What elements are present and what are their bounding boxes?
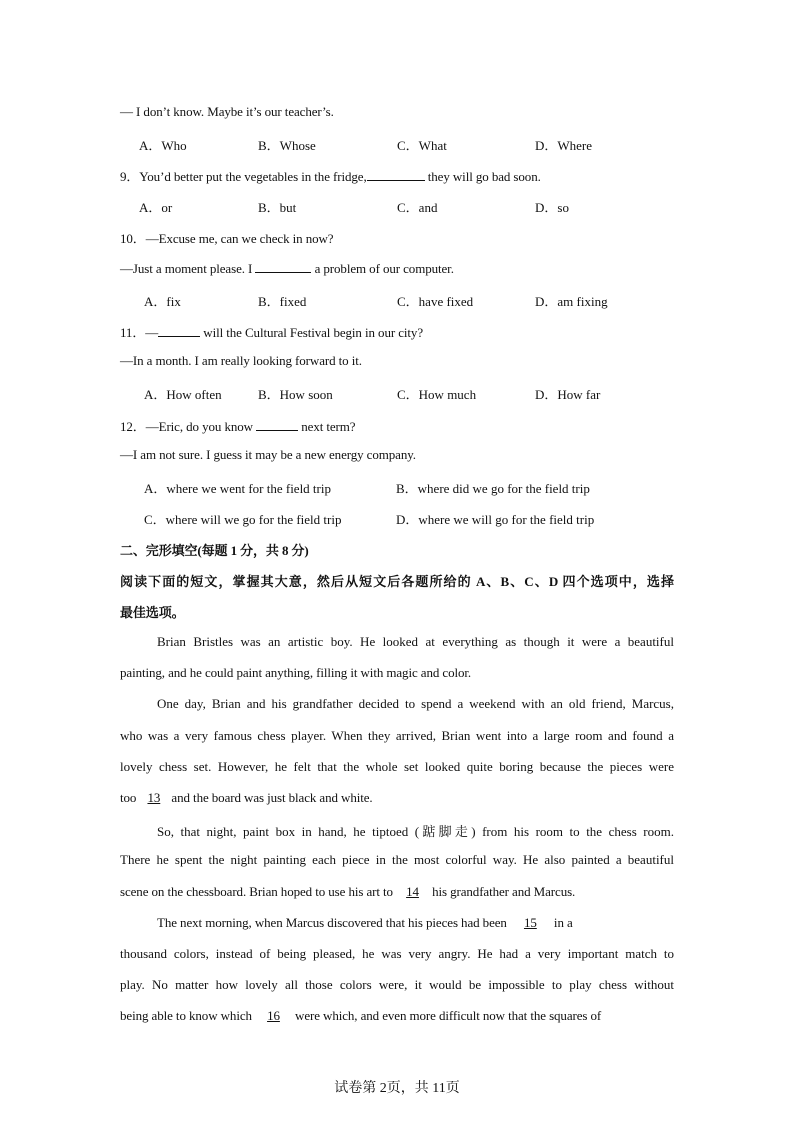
passage-p2-line-2: who was a very famous chess player. When they arrived, Brian went into a large room and found a	[120, 728, 674, 743]
page-footer: 试卷第 2页，共 11页	[334, 1081, 460, 1096]
passage-p4-line-4-part-a: being able to know which	[120, 1008, 256, 1023]
passage-p4-line-4-part-b: were which, and even more difficult now that the squares of	[291, 1008, 602, 1023]
section-instructions-line-2: 最佳选项。	[120, 605, 185, 620]
q11-stem	[120, 322, 423, 341]
q8-option-c: C．What	[397, 138, 447, 153]
q8-option-b: B．Whose	[258, 138, 316, 153]
q11-stem-part-a: 11．—	[120, 325, 159, 340]
q10-reply-part-a: —Just a moment please. I	[120, 261, 256, 276]
passage-p3-line-2: There he spent the night painting each piece in the most colorful way. He also painted a beautiful	[120, 852, 674, 867]
q9-option-d: D．so	[535, 200, 569, 215]
q11-option-d: D．How far	[535, 387, 601, 402]
blank-13: 13	[147, 790, 161, 805]
passage-p2-line-1: One day, Brian and his grandfather decided to spend a weekend with an old friend, Marcus,	[157, 696, 674, 711]
q9-option-b: B．but	[258, 200, 297, 215]
passage-p2-line-3: lovely chess set. However, he felt that the whole set looked quite boring because the pieces were	[120, 759, 674, 774]
passage-p1-line-2: painting, and he could paint anything, filling it with magic and color.	[120, 665, 472, 680]
q12-option-d: D．where we will go for the field trip	[396, 512, 595, 527]
passage-p4-line-1-part-a: The next morning, when Marcus discovered that his pieces had been	[157, 915, 510, 930]
passage-p4-line-3: play. No matter how lovely all those colors were, it would be impossible to play chess without	[120, 977, 674, 992]
blank-14: 14	[406, 884, 419, 899]
q11-reply: —In a month. I am really looking forward to it.	[120, 353, 362, 368]
q8-option-a: A．Who	[139, 138, 187, 153]
section-heading-cloze: 二、完形填空(每题 1 分，共 8 分)	[120, 543, 309, 558]
q12-stem-part-b: next term?	[298, 419, 356, 434]
passage-p1-line-1: Brian Bristles was an artistic boy. He looked at everything as though it were a beautiful	[157, 634, 674, 649]
passage-p4-line-4	[120, 1008, 601, 1024]
q8-option-d: D．Where	[535, 138, 593, 153]
blank-16: 16	[267, 1008, 280, 1023]
q9-option-c: C．and	[397, 200, 438, 215]
q11-option-c: C．How much	[397, 387, 477, 402]
q11-blank	[158, 324, 200, 337]
passage-p4-line-1-part-b: in a	[550, 915, 573, 930]
passage-p4-line-1	[157, 915, 573, 931]
q9-stem-part-a: 9．You’d better put the vegetables in the fridge,	[120, 169, 367, 184]
passage-p2-line-4	[120, 790, 373, 806]
q10-reply	[120, 260, 454, 277]
q9-blank	[367, 168, 425, 181]
q10-stem: 10．—Excuse me, can we check in now?	[120, 231, 334, 246]
q9-stem-part-b: they will go bad soon.	[424, 169, 541, 184]
passage-p2-line-4-part-b: and the board was just black and white.	[168, 790, 373, 805]
passage-p4-line-2: thousand colors, instead of being pleased, he was very angry. He had a very important match to	[120, 946, 674, 961]
q10-reply-part-b: a problem of our computer.	[311, 261, 454, 276]
q9-option-a: A．or	[139, 200, 173, 215]
q11-stem-part-b: will the Cultural Festival begin in our city?	[200, 325, 423, 340]
blank-15: 15	[523, 915, 537, 930]
passage-p3-line-3-part-a: scene on the chessboard. Brian hoped to use his art to	[120, 884, 397, 899]
q12-blank	[256, 418, 298, 431]
q10-blank	[255, 260, 311, 273]
q10-option-a: A．fix	[144, 294, 181, 309]
passage-p3-line-1: So, that night, paint box in hand, he tiptoed (踮脚走) from his room to the chess room.	[157, 824, 674, 839]
q9-stem	[120, 166, 541, 185]
passage-p2-line-4-part-a: too	[120, 790, 140, 805]
q12-option-a: A．where we went for the field trip	[144, 481, 331, 496]
q12-option-b: B．where did we go for the field trip	[396, 481, 590, 496]
q8-answer-line: — I don’t know. Maybe it’s our teacher’s.	[120, 104, 334, 119]
q12-reply: —I am not sure. I guess it may be a new energy company.	[120, 447, 416, 462]
q12-stem-part-a: 12．—Eric, do you know	[120, 419, 257, 434]
q12-option-c: C．where will we go for the field trip	[144, 512, 342, 527]
q10-option-b: B．fixed	[258, 294, 307, 309]
q11-option-a: A．How often	[144, 387, 222, 402]
q10-option-d: D．am fixing	[535, 294, 608, 309]
passage-p3-line-3-part-b: his grandfather and Marcus.	[428, 884, 576, 899]
q11-option-b: B．How soon	[258, 387, 333, 402]
passage-p3-line-3	[120, 884, 575, 900]
q12-stem	[120, 416, 355, 435]
q10-option-c: C．have fixed	[397, 294, 474, 309]
section-instructions-line-1: 阅读下面的短文，掌握其大意，然后从短文后各题所给的 A、B、C、D 四个选项中，选择	[120, 574, 674, 589]
